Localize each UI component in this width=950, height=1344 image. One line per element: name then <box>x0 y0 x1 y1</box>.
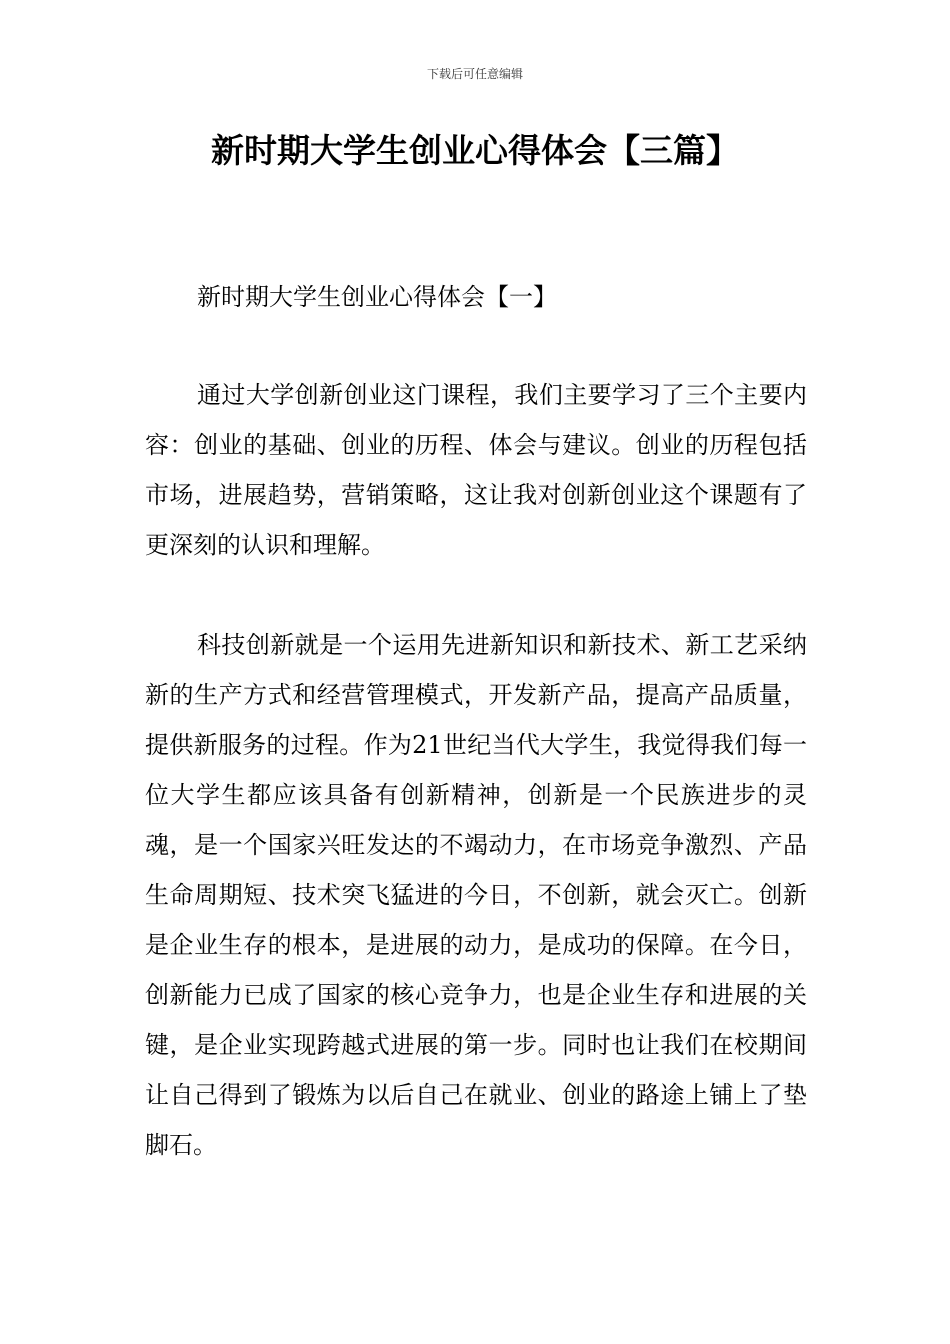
header-note: 下载后可任意编辑 <box>426 67 523 81</box>
document-title: 新时期大学生创业心得体会【三篇】 <box>211 131 739 170</box>
body-paragraph: 科技创新就是一个运用先进新知识和新技术、新工艺采纳新的生产方式和经营管理模式，开发新产品，提高产品质量，提供新服务的过程。作为21世纪当代大学生，我觉得我们每一位大学生都应该具备有创新精神，创新是一个民族进步的灵魂，是一个国家兴旺发达的不竭动力，在市场竞争激烈、产品生命周期短、技术突飞猛进的今日，不创新，就会灭亡。创新是企业生存的根本，是进展的动力，是成功的保障。在今日，创新能力已成了国家的核心竞争力，也是企业生存和进展的关键，是企业实现跨越式进展的第一步。同时也让我们在校期间让自己得到了锻炼为以后自己在就业、创业的路途上铺上了垫脚石。 <box>145 631 807 1159</box>
section-heading: 新时期大学生创业心得体会【一】 <box>197 283 557 311</box>
body-paragraph: 通过大学创新创业这门课程，我们主要学习了三个主要内容：创业的基础、创业的历程、体会与建议。创业的历程包括市场，进展趋势，营销策略，这让我对创新创业这个课题有了更深刻的认识和理解。 <box>145 381 807 559</box>
document-body <box>145 272 807 1170</box>
